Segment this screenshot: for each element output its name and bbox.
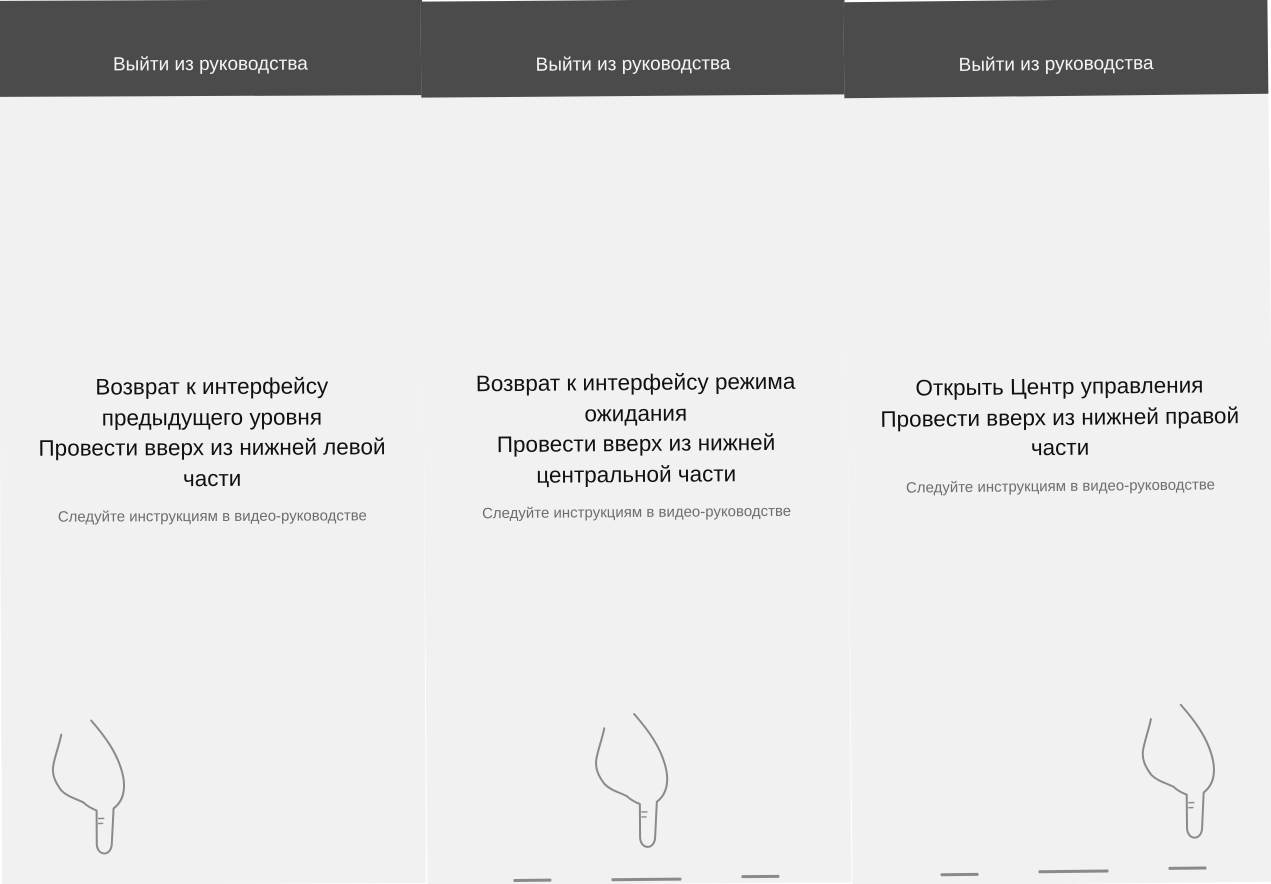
nav-bar-mark — [741, 875, 779, 878]
exit-tutorial-button[interactable]: Выйти из руководства — [112, 53, 308, 76]
instruction-title-line: Провести вверх из нижней правой — [880, 402, 1240, 432]
instruction-title-line: Провести вверх из нижней — [496, 429, 776, 458]
top-bar — [421, 0, 852, 98]
video-hint: Следуйте инструкциям в видео-руководстве — [481, 502, 792, 523]
nav-bar-mark — [941, 873, 979, 876]
tutorial-panel-home — [421, 0, 852, 884]
instruction-title-line: Открыть Центр управления — [915, 372, 1204, 401]
pointing-hand-icon — [41, 714, 132, 864]
instruction-title-line: ожидания — [584, 400, 688, 426]
exit-tutorial-button[interactable]: Выйти из руководства — [535, 53, 731, 76]
pointing-hand-icon — [584, 708, 675, 859]
instruction-block — [0, 371, 424, 526]
instruction-block — [847, 370, 1271, 497]
instruction-title-line: Возврат к интерфейсу режима — [475, 368, 796, 397]
instruction-title-line: предыдущего уровня — [101, 404, 323, 430]
instruction-title-line: Возврат к интерфейсу — [95, 373, 329, 400]
instruction-title-line: Провести вверх из нижней левой — [38, 434, 386, 461]
instruction-title-line: части — [182, 465, 242, 491]
tutorial-panel-back — [0, 0, 426, 884]
exit-tutorial-button[interactable]: Выйти из руководства — [958, 53, 1154, 77]
top-bar — [0, 0, 426, 97]
nav-bar-mark — [1168, 866, 1206, 869]
video-hint: Следуйте инструкциям в видео-руководстве — [905, 475, 1216, 497]
nav-bar-mark — [513, 879, 551, 882]
instruction-title-line: центральной части — [536, 460, 737, 488]
pointing-hand-icon — [1131, 698, 1223, 849]
video-hint: Следуйте инструкциям в видео-руководстве — [57, 507, 367, 526]
top-bar — [843, 0, 1271, 98]
tutorial-panel-control-center — [843, 0, 1271, 884]
instruction-title-line: части — [1030, 434, 1090, 461]
nav-bar-mark — [611, 878, 681, 882]
nav-bar-mark — [1038, 870, 1108, 874]
instruction-block — [423, 366, 848, 522]
